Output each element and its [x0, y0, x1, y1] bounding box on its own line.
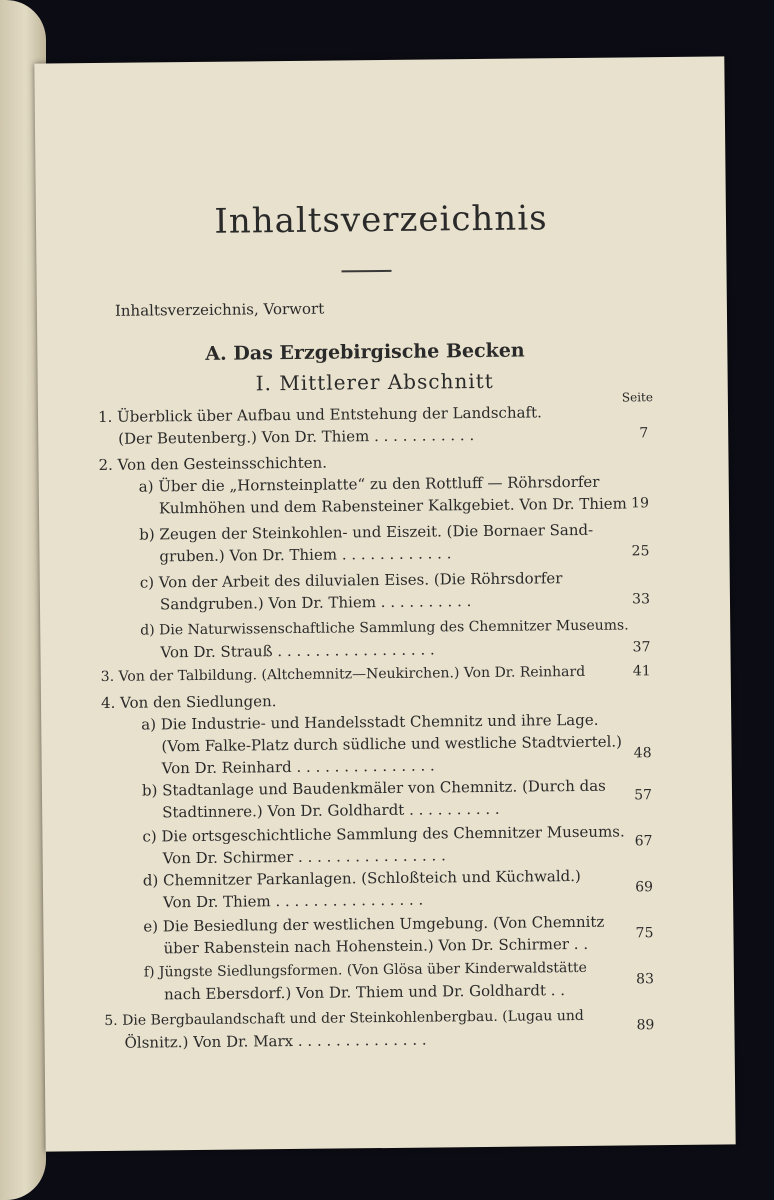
toc-entry-line: Ölsnitz.) Von Dr. Marx . . . . . . . . . . . . . .: [124, 1030, 427, 1052]
toc-page-number: 33: [632, 591, 651, 608]
toc-entry-line: Stadtinnere.) Von Dr. Goldhardt . . . . . . . . . .: [162, 799, 500, 822]
page-title: Inhaltsverzeichnis: [214, 198, 548, 242]
toc-entry-line: d) Chemnitzer Parkanlagen. (Schloßteich und Küchwald.): [142, 866, 581, 890]
toc-page-number: 83: [636, 971, 655, 988]
toc-entry-line: c) Von der Arbeit des diluvialen Eises. (Die Röhrsdorfer: [139, 569, 563, 592]
toc-entry-line: b) Stadtanlage und Baudenkmäler von Chemnitz. (Durch das: [141, 776, 606, 800]
toc-entry-line: Von Dr. Thiem . . . . . . . . . . . . . . . .: [163, 890, 424, 912]
toc-page-number: 37: [632, 639, 651, 656]
toc-entry-line: 3. Von der Talbildung. (Altchemnitz—Neukirchen.) Von Dr. Reinhard: [100, 663, 586, 685]
toc-entry-line: Von Dr. Schirmer . . . . . . . . . . . . . . . .: [162, 846, 446, 868]
toc-entry-line: 4. Von den Siedlungen.: [100, 692, 277, 712]
toc-page-number: 75: [635, 925, 654, 942]
toc-page-number: 48: [633, 745, 652, 762]
preface-line: Inhaltsverzeichnis, Vorwort: [114, 299, 325, 320]
toc-entry-line: Sandgruben.) Von Dr. Thiem . . . . . . . . . .: [159, 592, 472, 614]
toc-entry-line: 5. Die Bergbaulandschaft und der Steinkohlenbergbau. (Lugau und: [104, 1007, 584, 1029]
toc-entry-line: f) Jüngste Siedlungsformen. (Von Glösa über Kinderwaldstätte: [143, 959, 587, 981]
book-page: [34, 56, 735, 1151]
toc-entry-line: gruben.) Von Dr. Thiem . . . . . . . . . . . .: [159, 544, 452, 566]
toc-page-number: 69: [635, 879, 654, 896]
toc-entry-line: 1. Überblick über Aufbau und Entstehung der Landschaft.: [97, 403, 542, 426]
toc-entry-line: nach Ebersdorf.) Von Dr. Thiem und Dr. Goldhardt . .: [163, 981, 566, 1004]
toc-entry-line: (Der Beutenberg.) Von Dr. Thiem . . . . . . . . . . .: [118, 426, 475, 448]
toc-entry-line: b) Zeugen der Steinkohlen- und Eiszeit. (Die Bornaer Sand-: [139, 520, 594, 544]
section-heading-i: I. Mittlerer Abschnitt: [255, 368, 494, 396]
toc-entry-line: d) Die Naturwissenschaftliche Sammlung des Chemnitzer Museums.: [140, 617, 629, 639]
toc-entry-line: Kulmhöhen und dem Rabensteiner Kalkgebiet. Von Dr. Thiem: [158, 494, 627, 518]
toc-entry-line: Von Dr. Strauß . . . . . . . . . . . . . . . . .: [160, 640, 435, 662]
toc-entry-line: 2. Von den Gesteinsschichten.: [98, 453, 328, 474]
toc-entry-line: a) Die Industrie- und Handelsstadt Chemnitz und ihre Lage.: [141, 710, 599, 734]
toc-entry-line: e) Die Besiedlung der westlichen Umgebung. (Von Chemnitz: [143, 912, 605, 936]
toc-page-number: 41: [632, 663, 651, 680]
section-heading-a: A. Das Erzgebirgische Becken: [205, 339, 525, 365]
toc-page-number: 7: [639, 425, 649, 442]
toc-page-number: 57: [634, 787, 653, 804]
toc-page-number: 19: [631, 495, 650, 512]
toc-page-number: 25: [631, 543, 650, 560]
toc-page-number: 67: [634, 833, 653, 850]
toc-entry-line: über Rabenstein nach Hohenstein.) Von Dr. Schirmer . .: [163, 934, 589, 958]
toc-entry-line: (Vom Falke-Platz durch südliche und westliche Stadtviertel.): [161, 732, 623, 756]
page-column-label: Seite: [621, 390, 654, 405]
title-rule: [342, 270, 392, 273]
toc-page-number: 89: [636, 1017, 655, 1034]
toc-entry-line: c) Die ortsgeschichtliche Sammlung des Chemnitzer Museums.: [142, 822, 625, 846]
toc-entry-line: a) Über die „Hornsteinplatte“ zu den Rottluff — Röhrsdorfer: [138, 472, 600, 496]
toc-entry-line: Von Dr. Reinhard . . . . . . . . . . . . . . .: [161, 756, 435, 778]
